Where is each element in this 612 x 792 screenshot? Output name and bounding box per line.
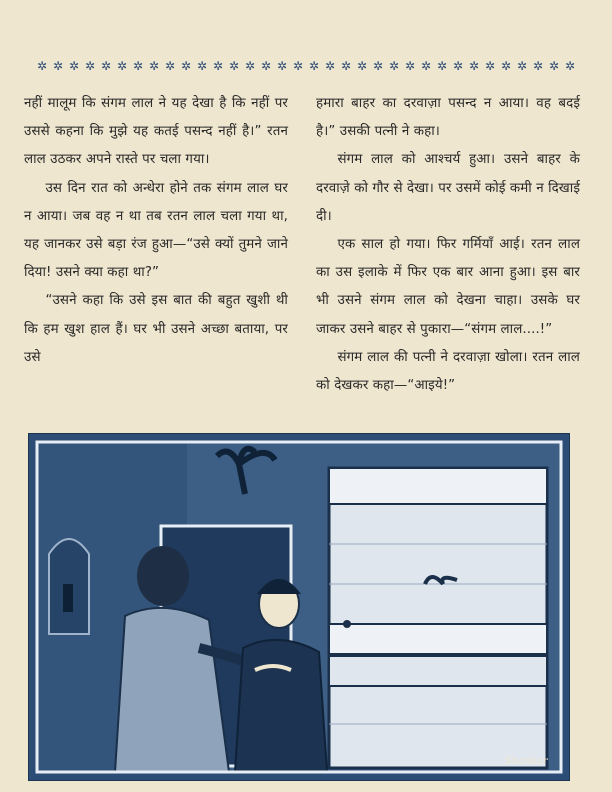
- ornament-icon: ✲: [244, 58, 256, 73]
- front-door: [329, 468, 547, 768]
- ornament-icon: ✲: [484, 58, 496, 73]
- ornament-icon: ✲: [148, 58, 160, 73]
- ornament-icon: ✲: [548, 58, 560, 73]
- keyhole-icon: [343, 620, 351, 628]
- ornament-icon: ✲: [68, 58, 80, 73]
- paragraph: उस दिन रात को अन्धेरा होने तक संगम लाल घर न आया। जब वह न था तब रतन लाल चला गया था, यह जानकर उसे बड़ा रंज हुआ—“उसे क्यों तुमने जाने दिया! उसने क्या कहा था?”: [24, 180, 288, 281]
- paragraph: एक साल हो गया। फिर गर्मियाँ आई। रतन लाल का उस इलाके में फिर एक बार आना हुआ। इस बार भी उसने संगम लाल को देखना चाहा। उसके घर जाकर उसने बाहर से पुकारा—“संगम लाल....!”: [316, 237, 580, 337]
- ornament-icon: ✲: [436, 58, 448, 73]
- ornament-icon: ✲: [388, 58, 400, 73]
- ornament-icon: ✲: [116, 58, 128, 73]
- ornament-icon: ✲: [292, 58, 304, 73]
- ornament-icon: ✲: [228, 58, 240, 73]
- ornament-icon: ✲: [164, 58, 176, 73]
- ornament-icon: ✲: [52, 58, 64, 73]
- ornament-icon: ✲: [132, 58, 144, 73]
- ornament-icon: ✲: [180, 58, 192, 73]
- ornament-icon: ✲: [340, 58, 352, 73]
- ornament-icon: ✲: [404, 58, 416, 73]
- left-column: [24, 90, 288, 420]
- ornament-icon: ✲: [372, 58, 384, 73]
- right-column: [316, 90, 580, 420]
- ornament-icon: ✲: [84, 58, 96, 73]
- illustration-drawing: [29, 434, 569, 780]
- ornament-icon: ✲: [36, 58, 48, 73]
- paragraph: संगम लाल की पत्नी ने दरवाज़ा खोला। रतन लाल को देखकर कहा—“आइये!”: [316, 349, 580, 394]
- ornamental-border: [22, 52, 590, 80]
- ornament-icon: ✲: [276, 58, 288, 73]
- ornament-icon: ✲: [196, 58, 208, 73]
- paragraph: संगम लाल को आश्चर्य हुआ। उसने बाहर के दरवाज़े को गौर से देखा। पर उसमें कोई कमी न दिखाई दी।: [316, 152, 580, 224]
- ornament-icon: ✲: [260, 58, 272, 73]
- ornament-icon: ✲: [212, 58, 224, 73]
- ornament-icon: ✲: [532, 58, 544, 73]
- ornament-icon: ✲: [564, 58, 576, 73]
- ornament-icon: ✲: [452, 58, 464, 73]
- ornament-icon: ✲: [500, 58, 512, 73]
- ornament-icon: ✲: [308, 58, 320, 73]
- ornament-icon: ✲: [356, 58, 368, 73]
- story-illustration: [28, 433, 570, 781]
- artist-signature: Shankar: [505, 756, 548, 767]
- ornament-icon: ✲: [516, 58, 528, 73]
- ornament-icon: ✲: [324, 58, 336, 73]
- paragraph: “उसने कहा कि उसे इस बात की बहुत खुशी थी कि हम खुश हाल हैं। घर भी उसने अच्छा बताया, पर उसे: [24, 293, 288, 365]
- paragraph: हमारा बाहर का दरवाज़ा पसन्द न आया। वह बदई है।” उसकी पत्नी ने कहा।: [316, 96, 580, 140]
- ornament-icon: ✲: [100, 58, 112, 73]
- paragraph: नहीं मालूम कि संगम लाल ने यह देखा है कि नहीं पर उससे कहना कि मुझे यह कतई पसन्द नहीं है।” रतन लाल उठकर अपने रास्ते पर चला गया।: [24, 96, 288, 168]
- text-columns: [24, 90, 580, 420]
- ornament-icon: ✲: [420, 58, 432, 73]
- lamp-icon: [63, 584, 73, 612]
- ornament-icon: ✲: [468, 58, 480, 73]
